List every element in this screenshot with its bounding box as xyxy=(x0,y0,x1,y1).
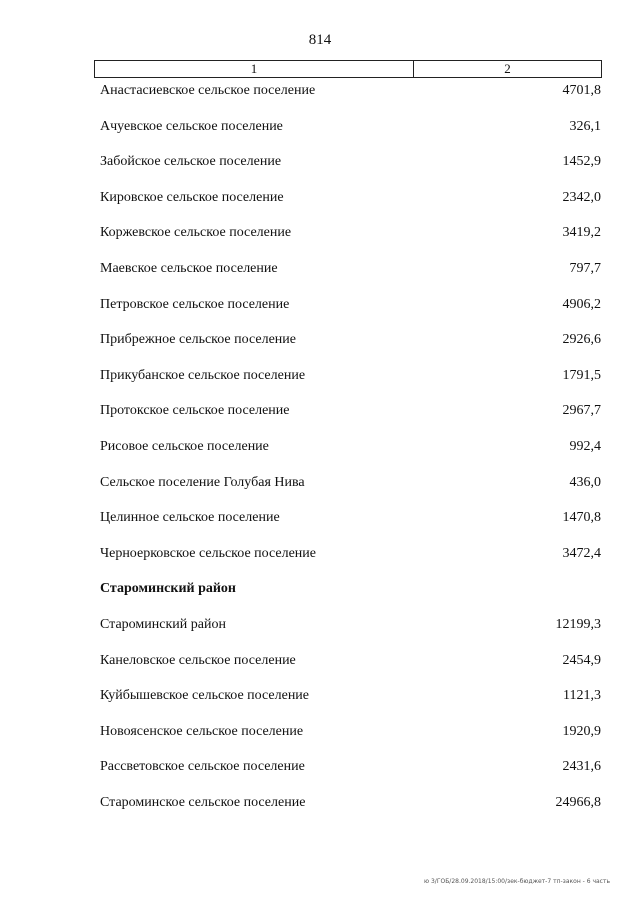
table-header-column-2: 2 xyxy=(504,61,511,76)
row-value: 2342,0 xyxy=(562,189,601,205)
row-value: 2967,7 xyxy=(562,403,601,419)
row-name: Сельское поселение Голубая Нива xyxy=(100,474,305,490)
table-row xyxy=(100,544,602,564)
row-name: Черноерковское сельское поселение xyxy=(100,545,316,561)
table-row xyxy=(100,437,602,457)
row-value: 797,7 xyxy=(569,261,601,276)
row-value: 24966,8 xyxy=(555,795,601,810)
row-value: 12199,3 xyxy=(555,617,601,632)
row-name: Новоясенское сельское поселение xyxy=(100,723,304,739)
row-value: 436,0 xyxy=(569,474,601,490)
section-heading-row xyxy=(100,579,602,599)
row-value: 4701,8 xyxy=(562,83,601,98)
row-name: Рассветовское сельское поселение xyxy=(100,759,305,775)
table-row xyxy=(100,757,602,777)
table-row xyxy=(100,259,602,279)
row-name: Протокское сельское поселение xyxy=(100,403,290,419)
table-row xyxy=(100,793,602,813)
row-value: 1791,5 xyxy=(562,367,601,383)
table-header-column-1: 1 xyxy=(95,61,414,77)
section-heading: Староминский район xyxy=(100,581,236,597)
table-row xyxy=(100,508,602,528)
table-row xyxy=(100,615,602,635)
row-value: 992,4 xyxy=(569,439,601,454)
row-name: Петровское сельское поселение xyxy=(100,296,290,312)
table-row xyxy=(100,473,602,493)
row-value: 1121,3 xyxy=(563,688,601,704)
page-number: 814 xyxy=(308,32,332,48)
table-row xyxy=(100,651,602,671)
row-name: Прикубанское сельское поселение xyxy=(100,367,306,383)
table-row xyxy=(100,366,602,386)
row-name: Ачуевское сельское поселение xyxy=(100,118,283,134)
table-row xyxy=(100,330,602,350)
row-name: Староминское сельское поселение xyxy=(100,795,306,810)
table-row xyxy=(100,401,602,421)
row-value: 3472,4 xyxy=(562,545,601,561)
row-name: Куйбышевское сельское поселение xyxy=(100,688,310,704)
row-value: 2926,6 xyxy=(562,332,601,348)
row-name: Рисовое сельское поселение xyxy=(100,439,269,454)
row-name: Анастасиевское сельское поселение xyxy=(100,83,316,98)
footer-note: ю 3/ГОБ/28.09.2018/15:00/зек-бюджет-7 тп-закон - 6 часть xyxy=(424,878,610,885)
table-row xyxy=(100,81,602,101)
table-row xyxy=(100,295,602,315)
row-value: 1470,8 xyxy=(562,510,601,526)
row-value: 1452,9 xyxy=(562,154,601,170)
row-name: Целинное сельское поселение xyxy=(100,510,280,526)
table-row xyxy=(100,722,602,742)
row-value: 1920,9 xyxy=(562,723,601,739)
row-name: Староминский район xyxy=(100,617,226,632)
row-name: Канеловское сельское поселение xyxy=(100,652,296,668)
row-value: 326,1 xyxy=(569,118,601,134)
table-row xyxy=(100,188,602,208)
row-value: 2454,9 xyxy=(562,652,601,668)
row-name: Прибрежное сельское поселение xyxy=(100,332,296,348)
table-header xyxy=(94,60,602,78)
row-name: Кировское сельское поселение xyxy=(100,189,284,205)
row-name: Маевское сельское поселение xyxy=(100,261,278,276)
table-row xyxy=(100,117,602,137)
row-name: Забойское сельское поселение xyxy=(100,154,282,170)
row-value: 3419,2 xyxy=(562,225,601,241)
table-row xyxy=(100,152,602,172)
table-row xyxy=(100,223,602,243)
table-row xyxy=(100,686,602,706)
row-value: 4906,2 xyxy=(562,296,601,312)
row-value: 2431,6 xyxy=(562,759,601,775)
row-name: Коржевское сельское поселение xyxy=(100,225,292,241)
